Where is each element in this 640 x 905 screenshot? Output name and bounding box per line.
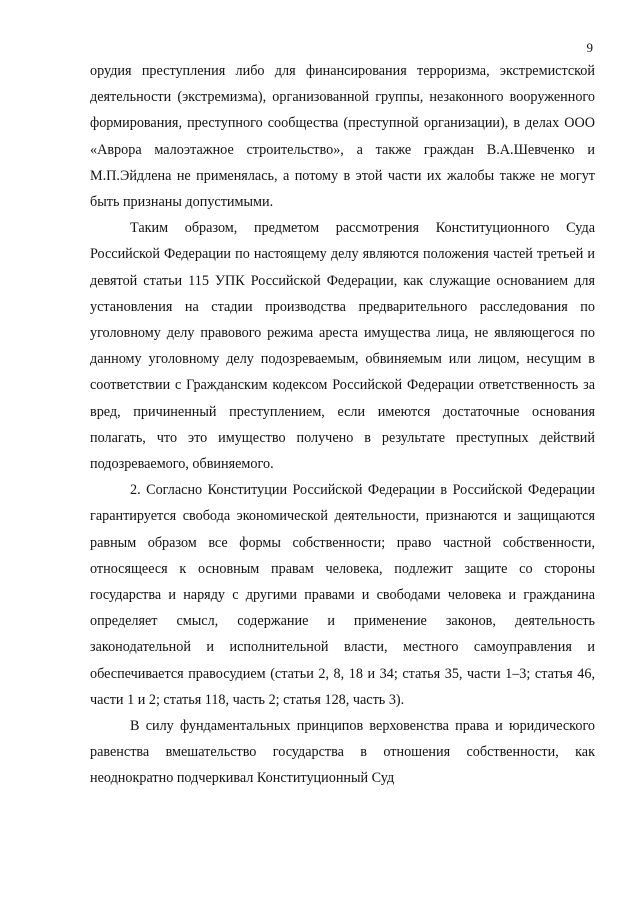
paragraph-constitution-guarantees: 2. Согласно Конституции Российской Федерации в Российской Федерации гарантируется свобода экономической деятельности, признаются и защищаются равным образом все формы собственности; право частной собственности, относящееся к основным правам человека, подлежит защите со стороны государства и наряду с другими правами и свободами человека и гражданина определяет смысл, содержание и применение законов, деятельность законодательной и исполнительной власти, местного самоуправления и обеспечивается правосудием (статьи 2, 8, 18 и 34; статья 35, части 1–3; статья 46, части 1 и 2; статья 118, часть 2; статья 128, часть 3). bbox=[90, 482, 595, 708]
paragraph-continuation: орудия преступления либо для финансирования терроризма, экстремистской деятельности (экстремизма), организованной группы, незаконного вооруженного формирования, преступного сообщества (преступной организации), в делах ООО «Аврора малоэтажное строительство», а также граждан В.А.Шевченко и М.П.Эйдлена не применялась, а потому в этой части их жалобы также не могут быть признаны допустимыми. bbox=[90, 63, 595, 211]
paragraph-subject-of-review: Таким образом, предметом рассмотрения Конституционного Суда Российской Федерации по настоящему делу являются положения частей третьей и девятой статьи 115 УПК Российской Федерации, как служащие основанием для установления на стадии производства предварительного расследования по уголовному делу правового режима ареста имущества лица, не являющегося по данному уголовному делу подозреваемым, обвиняемым или лицом, несущим в соответствии с Гражданским кодексом Российской Федерации ответственность за вред, причиненный преступлением, если имеются достаточные основания полагать, что это имущество получено в результате преступных действий подозреваемого, обвиняемого. bbox=[90, 220, 595, 473]
paragraph-rule-of-law-principles: В силу фундаментальных принципов верховенства права и юридического равенства вмешательство государства в отношения собственности, как неоднократно подчеркивал Конституционный Суд bbox=[90, 718, 595, 787]
document-body bbox=[90, 58, 595, 792]
page-number: 9 bbox=[586, 40, 593, 55]
